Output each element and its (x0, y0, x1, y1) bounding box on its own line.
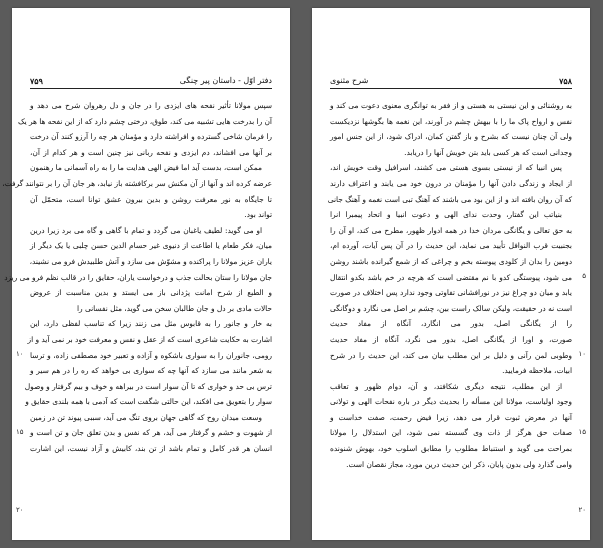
line-number-marker: ۱۵ (16, 428, 24, 436)
text-line: میان، فکر طعام یا اطاعت از دنیوی غیر حسام الدین حسن چلبی یا یک دیگر از (30, 241, 272, 251)
page-header (30, 76, 272, 89)
text-line: وامی گذارد ولی بدون پایان، ذکر این حدیث درین مورد، مجاز نقصان است. (346, 459, 572, 469)
text-line: ممکن است، بدست آید اما فیض الهی هدایت ما را به راه آسمانی ما رهنمون (30, 163, 262, 173)
text-line: صورت، و اورا از یگانگی اصل، بدور می نگرد، آنگاه از مفاد حدیث (330, 334, 572, 344)
text-line: اشارت به حکایت شاعری است که از عقل و نفس و معرفت خود بر نمی آید و از (27, 334, 272, 344)
text-line: انسان هر قدر کامل و تمام باشد از تن بند، کابیش و آزاد نیست، این اشارت (30, 444, 272, 454)
text-line: به شعر مانند می سازد که آنها چه که سواری بی خواهد که ره را در هم سیر و (30, 366, 272, 376)
running-title: شرح مثنوی (330, 76, 369, 85)
text-line: را از یگانگی اصل، بدور می انگارد، آنگاه از مفاد حدیث (330, 319, 572, 329)
text-line: از شهوت و خشم و گرفتار می آید، هر که نفس و بدن تعلق جان و تن است و (30, 428, 272, 438)
page-number: ۷۵۹ (30, 76, 43, 86)
text-line: جان مولانا را ستان بحالت جذب و درخواست یاران، حقایق را در قالب نظم فرو می ریزد (4, 272, 272, 282)
text-line: یاران عزیز مولانا را پراکنده و مشوّش می سازد و آتش طلبیدش فرو می نشیند، (29, 256, 272, 266)
left-page (2, 8, 290, 540)
text-line: یابد و میان دو چراغ نیز در نورافشانی تفاوتی وجود ندارد پس اختلاف در صورت (330, 288, 572, 298)
text-line: وطوبی لمن رآنی و دلیل بر این مطلب بیان می کند، این حدیث را در شرح (330, 350, 572, 360)
text-line: ترس بی حد و خواری که تا آن سوار است در بیراهه و خوف و بیم گرفتار و وصول (24, 381, 272, 391)
line-number-marker: ۲۰ (16, 506, 24, 514)
text-line: که آن روان بافته اند و از این بود می باشند که آهنگ تبی است نغمه و آهنگ جانی (327, 194, 572, 204)
text-line: حالات مادی بر دل و جان طالبان سخن می گوید، مثل نفسانی را (76, 303, 272, 313)
text-line: او می گوید: لطیف یاغبان می گردد و تمام با گاهی و گاه می برد زیرا درین (30, 225, 262, 235)
text-line: از این مطلب، نتیجه دیگری شکافتد، و آن، دوام ظهور و تعاقب (330, 381, 562, 391)
text-line: تواند بود. (244, 210, 272, 220)
text-line: آنها در معرض ثبوت قرار می دهد، زیرا فیض رحمت، صفت خداست و (330, 412, 572, 422)
text-line: به روشنائی و این نیستی به هستی و از فقر به توانگری معنوی دعوت می کند و (330, 101, 572, 110)
page-body (327, 98, 586, 530)
text-line: سپس مولانا تأثیر نفحه های ایزدی را در جان و دل رهروان شرح می دهد و (30, 101, 272, 110)
text-line: وجود اولیاست، مولانا این مسأله را بحدیث دیگر در باره نفحات الهی و تولانی (330, 397, 572, 407)
text-line: بمراحت می گوید و استنباط مطلوب را مطابق اسلوب خود، بهوش شنونده (330, 444, 572, 454)
running-title: دفتر اوّل - داستان پیر چنگی (179, 76, 272, 85)
page-body (2, 98, 272, 530)
page-header (330, 76, 572, 89)
text-line: سوار را بتعویق می افکند، این حالتی شگفت است که آدمی با همه بلندی حقایق و (25, 397, 272, 407)
text-line: به خار و جانور را به قابوس مثل می زنند زیرا که تناسب لفظی دارد، این (30, 319, 272, 329)
text-line: می شود، پیوستگی کدو با نم مقتضی است که هرچه در خم باشد بکدو انتقال (330, 272, 572, 282)
text-line: بر آنها می افشاند، دم ایزدی و نفحه ربانی نیز چنین است و هر کدام از آن، (30, 147, 272, 157)
line-number-marker: ۱۰ (16, 350, 24, 358)
line-number-marker: ۵ (582, 272, 586, 280)
text-line: از ایجاد و زندگی دادن آنها را مؤمنان در درون خود می یابند و اعتراف دارند (330, 178, 572, 188)
text-line: عرضه کرده اند و آنها از آن مکنش سر برکافشته باز نیابد، هر جان آن را بر نتوانند گرفت، (2, 178, 272, 188)
text-line: به حق تعالی و یگانگی مردان خدا در همه ادوار ظهور، مطرح می کند، او آن را (330, 225, 572, 235)
line-number-marker: ۱۵ (578, 428, 586, 436)
text-line: بجنبیت قرب النوافل تأیید می نماید، این حدیث را در آن پس آیات، آورده ام، (330, 241, 572, 251)
text-line: پس انبیا که از نیستی بسوی هستی می کشند، اسرافیل وقت خویش اند، (330, 163, 562, 173)
text-line: وجدانی است که هر کسی باید بتن خویش آنها را دریابد. (404, 147, 572, 157)
text-line: نفس و ارواح پاک ما را با بیهش چشم در آورند، این نغمه ها بگوشها نزدیکست (330, 116, 572, 126)
page-number: ۷۵۸ (559, 76, 572, 86)
text-line: است نه در حقیقت، ولیکن سالک راست بین، چشم بر اصل می نگارد و دوگانگی (330, 303, 572, 313)
text-line: رومی، جانوران را به سواری باشکوه و آزاده و تعبیر خود مصطفی زاده، و ترسا (30, 350, 272, 360)
right-page (312, 8, 590, 540)
line-number-marker: ۱۰ (578, 350, 586, 358)
text-line: بنیاتب این گفتار، وحدت ندای الهی و دعوت انبیا و اتحاد پیمبرا انرا (330, 210, 562, 220)
line-number-marker: ۲۰ (578, 506, 586, 514)
text-line: وسعت میدان روح که گاهی جهان بروی تنگ می آید، سببی پیوند تن در زمین (30, 412, 262, 422)
text-line: و الطبع از شرح امانت پژدانی باز می ایستد و بدین مناسبت از عروض (30, 288, 272, 298)
text-line: را فرمان شاخی گسترده و افراشته دارد و مؤمنان هر چه را آرزو کنند آن درخت (30, 132, 272, 142)
text-line: صفات حق هرگز از ذات وی گسسته نمی شود، این استدلال را مولانا (330, 428, 572, 438)
text-line: ولی آن چنان نیست که بشرح و باز گفتن کمان، ادراک شود، از این جنس امور (330, 132, 572, 142)
text-line: دومین را بدان از کلودی پیوسته بخم و چراغی که از شمع گیرانده باشند روشن (330, 256, 572, 266)
text-line: تا جایگاه به نور معرفت روشن و بدین بیرون عشق توانا است، متحمّل آن (30, 194, 272, 204)
text-line: آن را بدرخت هایی تشبیه می کند، طوق، درختی چشم دارد که از این نفحه ها هر یک (17, 116, 272, 126)
text-line: ابیات، ملاحظه فرمایید. (502, 366, 572, 376)
